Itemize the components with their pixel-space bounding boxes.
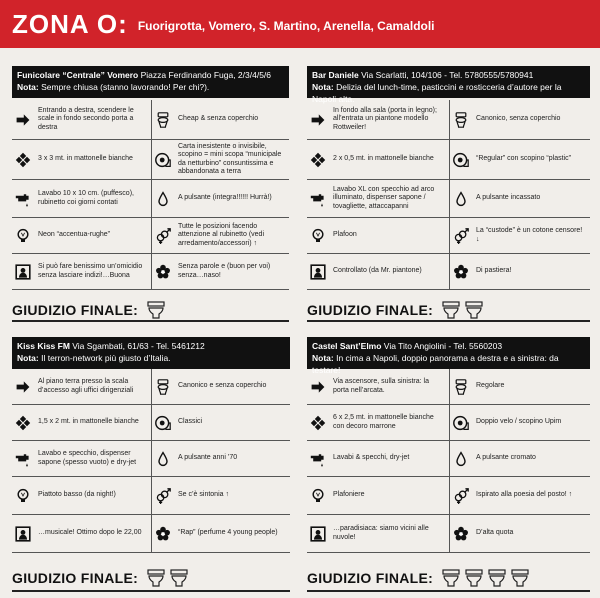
toilet-outline-icon bbox=[441, 568, 461, 588]
venue-name: Bar Daniele bbox=[312, 70, 359, 80]
arrow-right-icon bbox=[307, 109, 329, 131]
toilet-outline-icon bbox=[146, 568, 166, 588]
left-info-cell bbox=[307, 369, 449, 404]
venue-title-bar bbox=[307, 66, 590, 104]
flower-icon bbox=[450, 523, 472, 545]
toilet-paper-icon bbox=[450, 412, 472, 434]
left-info-cell bbox=[12, 515, 151, 552]
venue-name: Kiss Kiss FM bbox=[17, 341, 70, 351]
right-info-cell bbox=[450, 100, 590, 139]
right-info-cell bbox=[450, 477, 590, 514]
info-text: 2 x 0,5 mt. in mattonelle bianche bbox=[333, 155, 434, 163]
mirror-icon bbox=[12, 523, 34, 545]
venue-title-bar bbox=[12, 66, 289, 98]
venue-card bbox=[12, 66, 289, 290]
left-info-cell bbox=[12, 441, 151, 476]
faucet-icon bbox=[307, 448, 329, 470]
toilet-paper-icon bbox=[152, 149, 174, 171]
left-info-cell bbox=[12, 140, 151, 179]
right-info-cell bbox=[152, 477, 290, 514]
info-text: Lavabo XL con specchio ad arco illuminato, dispenser sapone / tovagliette, attaccapanni bbox=[333, 185, 435, 210]
left-info-cell bbox=[307, 140, 449, 179]
info-text: Regolare bbox=[476, 382, 505, 390]
venue-note: Il terron-network più giusto d’Italia. bbox=[38, 353, 171, 363]
gender-icon bbox=[450, 225, 472, 247]
page-header bbox=[0, 0, 600, 48]
final-verdict bbox=[307, 300, 484, 320]
info-row bbox=[12, 140, 289, 180]
left-info-cell bbox=[307, 441, 449, 476]
right-info-cell bbox=[450, 218, 590, 253]
venue-card bbox=[307, 66, 590, 290]
drop-icon bbox=[152, 448, 174, 470]
info-text: Cheap & senza coperchio bbox=[178, 115, 259, 123]
info-grid bbox=[12, 369, 290, 553]
info-text: D’alta quota bbox=[476, 529, 514, 537]
info-text: Plafoon bbox=[333, 231, 357, 239]
right-info-cell bbox=[152, 515, 290, 552]
zone-title: ZONA O: bbox=[12, 8, 128, 39]
info-text: Di pastiera! bbox=[476, 267, 512, 275]
verdict-label: GIUDIZIO FINALE: bbox=[12, 570, 139, 586]
gender-icon bbox=[152, 485, 174, 507]
left-info-cell bbox=[307, 515, 449, 552]
toilet-icon bbox=[450, 109, 472, 131]
info-row bbox=[12, 254, 289, 290]
info-text: “Rap” (perfume 4 young people) bbox=[178, 529, 278, 537]
flower-icon bbox=[152, 261, 174, 283]
venue-name: Castel Sant’Elmo bbox=[312, 341, 382, 351]
left-info-cell bbox=[307, 180, 449, 217]
toilet-outline-icon bbox=[464, 568, 484, 588]
venue-title-bar bbox=[307, 337, 590, 375]
info-row bbox=[12, 477, 290, 515]
flower-icon bbox=[450, 261, 472, 283]
mirror-icon bbox=[307, 523, 329, 545]
info-text: Piattoto basso (da night!) bbox=[38, 491, 116, 499]
left-info-cell bbox=[307, 218, 449, 253]
verdict-label: GIUDIZIO FINALE: bbox=[307, 570, 434, 586]
section-rule bbox=[307, 320, 590, 322]
info-text: Carta inesistente o invisibile, scopino = mini scopa “municipale da netturbino” consuntissima e abbandonata a terra bbox=[178, 142, 282, 175]
info-text: Ispirato alla poesia del posto! ↑ bbox=[476, 491, 573, 499]
tile-diamond-icon bbox=[12, 412, 34, 434]
right-info-cell bbox=[450, 140, 590, 179]
info-grid bbox=[307, 369, 590, 553]
info-row bbox=[12, 441, 290, 477]
info-text: In fondo alla sala (porta in legno); all’entrata un piantone modello Rottweiler! bbox=[333, 106, 437, 131]
lightbulb-icon bbox=[12, 225, 34, 247]
faucet-icon bbox=[12, 188, 34, 210]
toilet-outline-icon bbox=[510, 568, 530, 588]
left-info-cell bbox=[307, 254, 449, 289]
info-grid bbox=[12, 100, 289, 290]
info-text: …musicale! Ottimo dopo le 22,00 bbox=[38, 529, 142, 537]
arrow-right-icon bbox=[307, 376, 329, 398]
venue-title-bar bbox=[12, 337, 290, 369]
faucet-icon bbox=[307, 188, 329, 210]
info-row bbox=[307, 405, 590, 441]
info-row bbox=[307, 218, 590, 254]
arrow-right-icon bbox=[12, 109, 34, 131]
info-text: A pulsante incassato bbox=[476, 194, 541, 202]
venue-address: Via Tito Angiolini - Tel. 5560203 bbox=[381, 341, 503, 351]
info-text: 6 x 2,5 mt. in mattonelle bianche con decoro marrone bbox=[333, 414, 434, 430]
venue-note: In cima a Napoli, doppio panorama a destra e a sinistra: da testare! bbox=[312, 353, 559, 375]
info-text: Entrando a destra, scendere le scale in fondo secondo porta a destra bbox=[38, 106, 134, 131]
toilet-outline-icon bbox=[487, 568, 507, 588]
right-info-cell bbox=[450, 441, 590, 476]
info-text: Al piano terra presso la scala d’accesso agli uffici dirigenziali bbox=[38, 378, 134, 394]
note-label: Nota: bbox=[312, 353, 334, 363]
drop-icon bbox=[450, 188, 472, 210]
info-text: A pulsante cromato bbox=[476, 454, 536, 462]
left-info-cell bbox=[307, 477, 449, 514]
gender-icon bbox=[450, 485, 472, 507]
right-info-cell bbox=[152, 254, 289, 289]
toilet-rating bbox=[441, 300, 484, 320]
info-text: Canonico, senza coperchio bbox=[476, 115, 561, 123]
info-text: La “custode” è un cotone censore! ↓ bbox=[476, 227, 583, 243]
info-text: A pulsante (integra!!!!!! Hurrà!) bbox=[178, 194, 272, 202]
toilet-icon bbox=[152, 376, 174, 398]
info-text: Tutte le posizioni facendo attenzione al rubinetto (vedi arredamento/accessori) ↑ bbox=[178, 222, 264, 247]
verdict-label: GIUDIZIO FINALE: bbox=[12, 302, 139, 318]
toilet-outline-icon bbox=[146, 300, 166, 320]
info-row bbox=[12, 405, 290, 441]
info-text: A pulsante anni ’70 bbox=[178, 454, 238, 462]
left-info-cell bbox=[12, 254, 151, 289]
lightbulb-icon bbox=[12, 485, 34, 507]
right-info-cell bbox=[450, 180, 590, 217]
right-info-cell bbox=[450, 515, 590, 552]
toilet-paper-icon bbox=[152, 412, 174, 434]
right-info-cell bbox=[450, 254, 590, 289]
left-info-cell bbox=[307, 405, 449, 440]
info-row bbox=[307, 180, 590, 218]
info-row bbox=[307, 100, 590, 140]
venue-name: Funicolare “Centrale” Vomero bbox=[17, 70, 139, 80]
venue-card bbox=[12, 337, 290, 553]
right-info-cell bbox=[152, 180, 289, 217]
info-text: Canonico e senza coperchio bbox=[178, 382, 267, 390]
info-text: Lavabo 10 x 10 cm. (puffesco), rubinetto coi giorni contati bbox=[38, 190, 134, 206]
left-info-cell bbox=[307, 100, 449, 139]
mirror-icon bbox=[307, 261, 329, 283]
venue-address: Via Scarlatti, 104/106 - Tel. 5780555/5780941 bbox=[358, 70, 534, 80]
info-text: Classici bbox=[178, 418, 203, 426]
info-row bbox=[12, 369, 290, 405]
info-row bbox=[307, 140, 590, 180]
info-row bbox=[307, 477, 590, 515]
note-label: Nota: bbox=[312, 82, 334, 92]
tile-diamond-icon bbox=[307, 412, 329, 434]
note-label: Nota: bbox=[17, 82, 39, 92]
final-verdict bbox=[12, 568, 189, 588]
info-row bbox=[307, 254, 590, 290]
info-text: Lavabo e specchio, dispenser sapone (spesso vuoto) e dry-jet bbox=[38, 450, 137, 466]
right-info-cell bbox=[152, 218, 289, 253]
flower-icon bbox=[152, 523, 174, 545]
info-text: Plafoniere bbox=[333, 491, 365, 499]
info-text: Si può fare benissimo un’omicidio senza lasciare indizi!…Buona bbox=[38, 263, 143, 279]
info-text: “Regular” con scopino “plastic” bbox=[476, 155, 571, 163]
info-row bbox=[12, 515, 290, 553]
final-verdict bbox=[12, 300, 166, 320]
right-info-cell bbox=[152, 405, 290, 440]
section-rule bbox=[12, 590, 290, 592]
note-label: Nota: bbox=[17, 353, 39, 363]
zone-neighborhoods: Fuorigrotta, Vomero, S. Martino, Arenella, Camaldoli bbox=[137, 19, 435, 33]
info-text: …paradisiaca: siamo vicini alle nuvole! bbox=[333, 525, 429, 541]
venue-address: Piazza Ferdinando Fuga, 2/3/4/5/6 bbox=[138, 70, 272, 80]
info-row bbox=[307, 515, 590, 553]
toilet-paper-icon bbox=[450, 149, 472, 171]
toilet-outline-icon bbox=[441, 300, 461, 320]
left-info-cell bbox=[12, 180, 151, 217]
toilet-rating bbox=[146, 568, 189, 588]
right-info-cell bbox=[152, 140, 289, 179]
venue-note: Sempre chiusa (stanno lavorando! Per chi?). bbox=[38, 82, 210, 92]
toilet-icon bbox=[450, 376, 472, 398]
tile-diamond-icon bbox=[12, 149, 34, 171]
right-info-cell bbox=[450, 369, 590, 404]
info-text: Senza parole e (buon per voi) senza…naso! bbox=[178, 263, 271, 279]
info-grid bbox=[307, 100, 590, 290]
lightbulb-icon bbox=[307, 225, 329, 247]
info-text: Neon “accentua-rughe” bbox=[38, 231, 110, 239]
section-rule bbox=[12, 320, 289, 322]
section-rule bbox=[307, 590, 590, 592]
info-row bbox=[12, 218, 289, 254]
info-text: Lavabi & specchi, dry-jet bbox=[333, 454, 410, 462]
arrow-right-icon bbox=[12, 376, 34, 398]
info-text: Via ascensore, sulla sinistra: la porta nell’arcata. bbox=[333, 378, 429, 394]
left-info-cell bbox=[12, 477, 151, 514]
toilet-outline-icon bbox=[169, 568, 189, 588]
final-verdict bbox=[307, 568, 530, 588]
info-row bbox=[307, 369, 590, 405]
tile-diamond-icon bbox=[307, 149, 329, 171]
left-info-cell bbox=[12, 405, 151, 440]
toilet-rating bbox=[441, 568, 530, 588]
venue-card bbox=[307, 337, 590, 553]
mirror-icon bbox=[12, 261, 34, 283]
info-row bbox=[12, 180, 289, 218]
venue-note: Delizia del lunch-time, pasticcini e rosticceria d’autore per la Napoli alta. bbox=[312, 82, 562, 104]
info-text: Se c’è sintonia ↑ bbox=[178, 491, 229, 499]
gender-icon bbox=[152, 225, 174, 247]
info-text: 3 x 3 mt. in mattonelle bianche bbox=[38, 155, 133, 163]
left-info-cell bbox=[12, 218, 151, 253]
left-info-cell bbox=[12, 369, 151, 404]
verdict-label: GIUDIZIO FINALE: bbox=[307, 302, 434, 318]
info-text: 1,5 x 2 mt. in mattonelle bianche bbox=[38, 418, 139, 426]
venue-address: Via Sgambati, 61/63 - Tel. 5461212 bbox=[69, 341, 205, 351]
right-info-cell bbox=[152, 441, 290, 476]
lightbulb-icon bbox=[307, 485, 329, 507]
faucet-icon bbox=[12, 448, 34, 470]
info-text: Doppio velo / scopino Upim bbox=[476, 418, 562, 426]
right-info-cell bbox=[152, 369, 290, 404]
drop-icon bbox=[152, 188, 174, 210]
toilet-rating bbox=[146, 300, 166, 320]
left-info-cell bbox=[12, 100, 151, 139]
right-info-cell bbox=[152, 100, 289, 139]
info-text: Controllato (da Mr. piantone) bbox=[333, 267, 422, 275]
drop-icon bbox=[450, 448, 472, 470]
toilet-outline-icon bbox=[464, 300, 484, 320]
info-row bbox=[12, 100, 289, 140]
info-row bbox=[307, 441, 590, 477]
toilet-icon bbox=[152, 109, 174, 131]
right-info-cell bbox=[450, 405, 590, 440]
